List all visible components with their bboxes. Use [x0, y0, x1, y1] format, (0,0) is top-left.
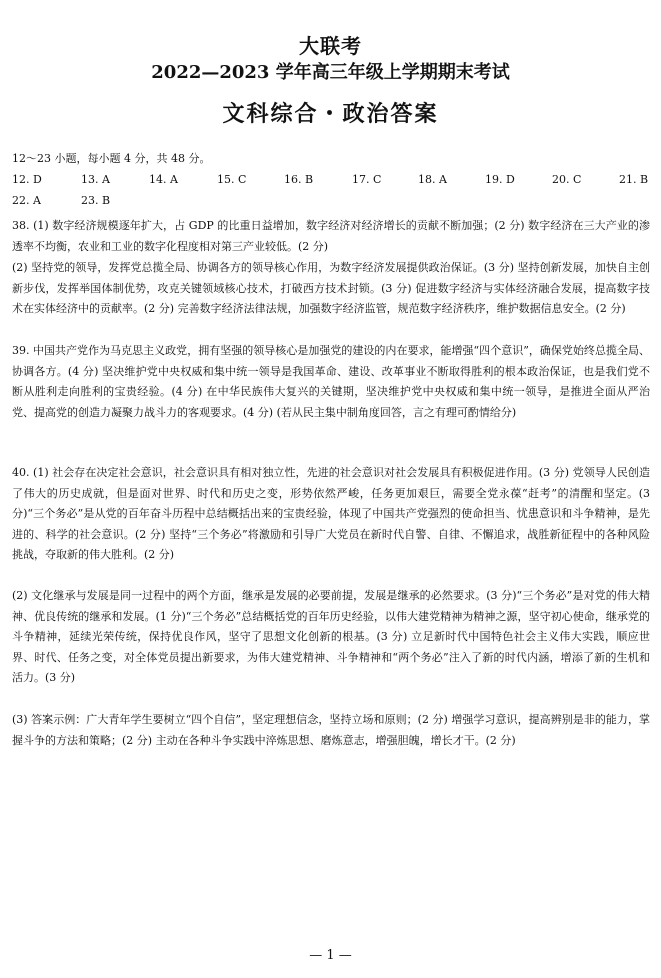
- exam-title: 2022—2023 学年高三年级上学期期末考试: [151, 62, 510, 83]
- q39-answer: 39. 中国共产党作为马克思主义政党，拥有坚强的领导核心是加强党的建设的内在要求，能增强“四个意识”，确保党始终总揽全局、协调各方。(4 分) 坚决维护党中央权威和集中统一领导是我国革命、建设、改革事业不断取得胜利的根本政治保证，也是我们党不断从胜利走向胜利的宝贵经验。(4 分) 在中华民族伟大复兴的关键期，坚决维护党中央权威和集中统一领导，是推进全面从严治党、提高党的创造力凝聚力战斗力的客观要求。(4 分) (若从民主集中制角度回答，言之有理可酌情给分): [12, 344, 650, 419]
- q40-part3: (3) 答案示例：广大青年学生要树立“四个自信”，坚定理想信念，坚持立场和原则；(2 分) 增强学习意识，提高辨别是非的能力，掌握斗争的方法和策略；(2 分) 主动在各种斗争实践中淬炼思想、磨炼意志，增强胆魄，增长才干。(2 分): [12, 713, 650, 747]
- q40-part2: (2) 文化继承与发展是同一过程中的两个方面，继承是发展的必要前提，发展是继承的必然要求。(3 分)“三个务必”是对党的伟大精神、优良传统的继承和发展。(1 分)“三个务必”总结概括党的百年历史经验，以伟大建党精神为精神之源，坚守初心使命，继承党的斗争精神，延续光荣传统，保持优良作风，坚守了思想文化创新的根基。(3 分) 立足新时代中国特色社会主义伟大实践，顺应世界、时代、任务之变，对全体党员提出新要求，为伟大建党精神、斗争精神和“两个务必”注入了新的时代内涵，增添了新的生机和活力。(3 分): [12, 589, 650, 684]
- answer-22: 22. A: [12, 194, 41, 207]
- q38-part2: (2) 坚持党的领导，发挥党总揽全局、协调各方的领导核心作用，为数字经济发展提供政治保证。(3 分) 坚持创新发展，加快自主创新步伐，发挥举国体制优势，攻克关键领域核心技术，打破西方技术封锁。(3 分) 促进数字经济与实体经济融合发展，提高数字技术在实体经济中的贡献率。(2 分) 完善数字经济法律法规，加强数字经济监管，规范数字经济秩序，维护数据信息安全。(2 分): [12, 261, 650, 315]
- exam-organizer-title: 大联考: [299, 34, 362, 58]
- q40-part1: 40. (1) 社会存在决定社会意识，社会意识具有相对独立性，先进的社会意识对社会发展具有积极促进作用。(3 分) 党领导人民创造了伟大的历史成就，但是面对世界、时代和历史之变，形势依然严峻，任务更加艰巨，需要全党永葆“赶考”的清醒和坚定。(3 分)“三个务必”是从党的百年奋斗历程中总结概括出来的宝贵经验，体现了中国共产党强烈的使命担当、忧患意识和斗争精神，是先进的、科学的社会意识。(2 分) 坚持“三个务必”将激励和引导广大党员在新时代自警、自律、不懈追求，战胜新征程中的各种风险挑战，夺取新的伟大胜利。(2 分): [12, 466, 650, 561]
- answer-17: 17. C: [352, 173, 382, 186]
- answer-19: 19. D: [485, 173, 515, 186]
- answer-18: 18. A: [418, 173, 447, 186]
- answer-12: 12. D: [12, 173, 42, 186]
- answer-sheet-title: 文科综合・政治答案: [222, 101, 439, 127]
- answer-14: 14. A: [149, 173, 178, 186]
- choice-answers: [12, 173, 650, 213]
- q38-part1: 38. (1) 数字经济规模逐年扩大，占 GDP 的比重日益增加，数字经济对经济增长的贡献不断加强；(2 分) 数字经济在三大产业的渗透率不均衡，农业和工业的数字化程度相对第三产业较低。(2 分): [12, 219, 650, 253]
- answer-16: 16. B: [284, 173, 314, 186]
- answer-21: 21. B: [619, 173, 649, 186]
- page-number: — 1 —: [309, 948, 352, 963]
- answer-23: 23. B: [81, 194, 111, 207]
- answer-15: 15. C: [217, 173, 247, 186]
- answer-13: 13. A: [81, 173, 110, 186]
- answer-20: 20. C: [552, 173, 582, 186]
- choice-intro: 12～23 小题，每小题 4 分，共 48 分。: [12, 152, 211, 165]
